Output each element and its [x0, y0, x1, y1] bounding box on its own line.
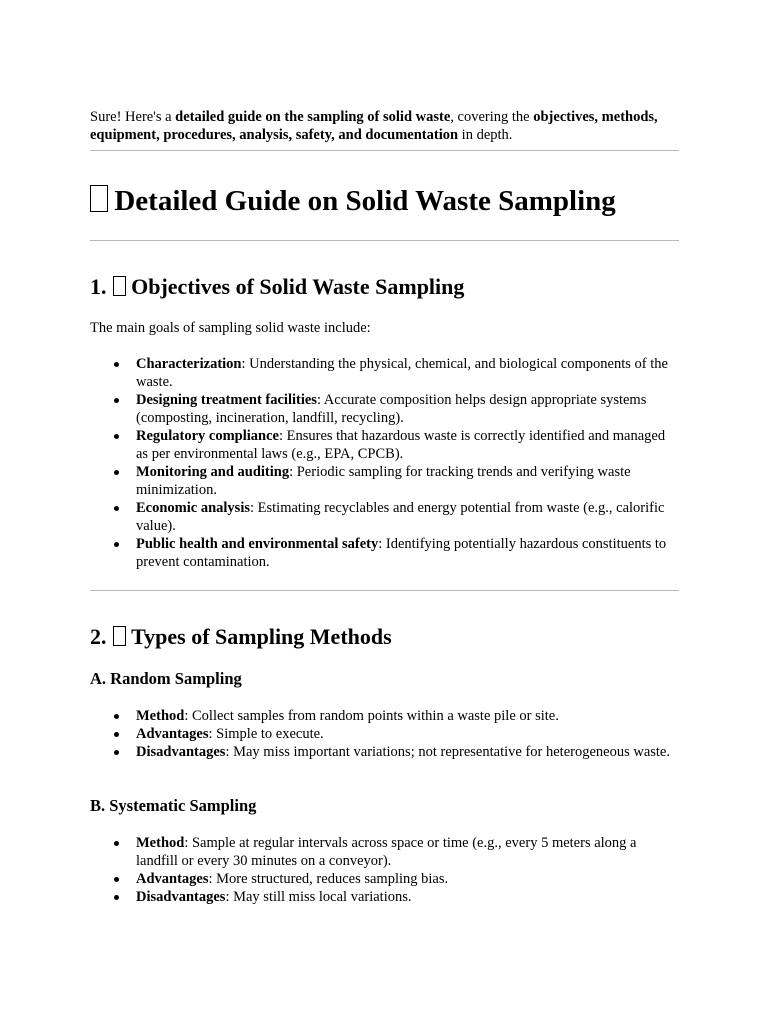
missing-glyph-icon: [113, 276, 126, 296]
list-item: [90, 725, 680, 743]
item-term: Disadvantages: [136, 889, 226, 905]
item-term: Method: [136, 835, 185, 851]
subsection-b-heading: B. Systematic Sampling: [90, 796, 257, 815]
item-term: Disadvantages: [136, 744, 226, 760]
list-item: [90, 834, 680, 870]
item-desc: : Estimating recyclables and energy potential from waste (e.g., calorific value).: [136, 500, 665, 534]
list-item: [90, 535, 680, 571]
subsection-a-heading: A. Random Sampling: [90, 669, 242, 688]
section-2-heading-text: Types of Sampling Methods: [131, 624, 392, 649]
section-1-heading-text: Objectives of Solid Waste Sampling: [131, 274, 465, 299]
item-term: Public health and environmental safety: [136, 536, 379, 552]
intro-text-1: Sure! Here's a: [90, 108, 176, 125]
item-term: Advantages: [136, 726, 209, 742]
divider: [90, 590, 679, 591]
missing-glyph-icon: [113, 626, 126, 646]
item-desc: : May still miss local variations.: [225, 889, 412, 905]
intro-text-3: in depth.: [458, 126, 513, 143]
item-term: Monitoring and auditing: [136, 464, 290, 480]
item-desc: : Sample at regular intervals across space or time (e.g., every 5 meters along a landfill or every 30 minutes on a conveyor).: [136, 835, 637, 869]
item-term: Economic analysis: [136, 500, 250, 516]
list-item: [90, 391, 680, 427]
random-sampling-list: [90, 707, 680, 761]
item-term: Designing treatment facilities: [136, 392, 317, 408]
list-item: [90, 355, 680, 391]
item-term: Regulatory compliance: [136, 428, 279, 444]
objectives-list: [90, 355, 680, 571]
item-desc: : May miss important variations; not representative for heterogeneous waste.: [225, 744, 670, 760]
list-item: [90, 743, 680, 761]
page-title: [90, 182, 616, 220]
missing-glyph-icon: [90, 185, 108, 213]
intro-text-2: , covering the: [450, 108, 534, 125]
item-term: Characterization: [136, 356, 242, 372]
list-item: [90, 463, 680, 499]
item-desc: : Collect samples from random points within a waste pile or site.: [184, 708, 559, 724]
item-desc: : Periodic sampling for tracking trends and verifying waste minimization.: [136, 464, 631, 498]
section-1-lead: The main goals of sampling solid waste include:: [90, 320, 371, 336]
list-item: [90, 499, 680, 535]
intro-paragraph: [90, 108, 680, 144]
divider: [90, 240, 679, 241]
item-term: Method: [136, 708, 185, 724]
intro-bold-1: detailed guide on the sampling of solid waste: [175, 108, 451, 125]
item-desc: : Identifying potentially hazardous constituents to prevent contamination.: [136, 536, 667, 570]
item-desc: : Understanding the physical, chemical, and biological components of the waste.: [136, 356, 668, 390]
page-title-text: Detailed Guide on Solid Waste Sampling: [114, 185, 616, 217]
list-item: [90, 870, 680, 888]
item-desc: : Simple to execute.: [208, 726, 324, 742]
section-1-number: 1.: [90, 274, 107, 299]
section-2-heading: [90, 622, 392, 652]
item-desc: : Ensures that hazardous waste is correctly identified and managed as per environmental laws (e.g., EPA, CPCB).: [136, 428, 666, 462]
systematic-sampling-list: [90, 834, 680, 906]
item-desc: : More structured, reduces sampling bias.: [208, 871, 449, 887]
item-desc: : Accurate composition helps design appropriate systems (composting, incineration, landfill, recycling).: [136, 392, 647, 426]
section-1-heading: [90, 272, 464, 302]
section-2-number: 2.: [90, 624, 107, 649]
divider: [90, 150, 679, 151]
list-item: [90, 707, 680, 725]
list-item: [90, 427, 680, 463]
intro-bold-2: objectives, methods, equipment, procedures, analysis, safety, and documentation: [90, 108, 658, 143]
list-item: [90, 888, 680, 906]
item-term: Advantages: [136, 871, 209, 887]
